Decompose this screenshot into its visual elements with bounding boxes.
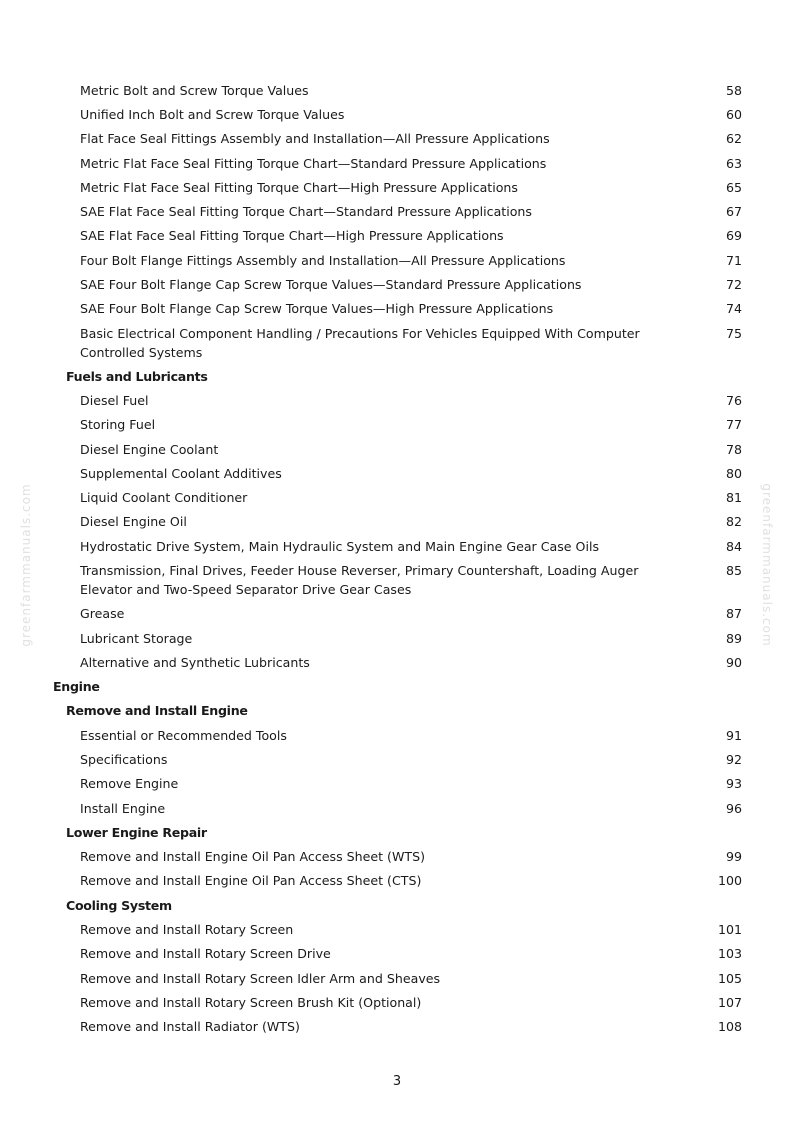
toc-entry[interactable] xyxy=(0,1014,794,1038)
toc-entry-page: 60 xyxy=(725,106,742,122)
toc-entry-title: Diesel Engine Coolant xyxy=(80,441,219,457)
toc-entry-page: 81 xyxy=(725,490,742,506)
toc-entry-title: Diesel Engine Oil xyxy=(80,514,187,530)
toc-entry-title: Metric Flat Face Seal Fitting Torque Chart—Standard Pressure Applications xyxy=(80,155,547,171)
toc-entry[interactable] xyxy=(0,437,794,461)
toc-entry[interactable] xyxy=(0,151,794,175)
toc-entry[interactable] xyxy=(0,321,794,364)
toc-entry-title: Supplemental Coolant Additives xyxy=(80,465,282,481)
toc-entry-page: 96 xyxy=(725,800,742,816)
toc-entry-title: Lower Engine Repair xyxy=(66,824,207,840)
toc-entry[interactable] xyxy=(0,224,794,248)
toc-entry-title: Install Engine xyxy=(80,800,166,816)
toc-entry-page: 77 xyxy=(725,417,742,433)
toc-entry-page: 58 xyxy=(725,82,742,98)
toc-entry-title: Engine xyxy=(53,679,100,695)
toc-entry-title: Remove and Install Rotary Screen xyxy=(80,921,294,937)
toc-entry[interactable] xyxy=(0,127,794,151)
toc-entry[interactable] xyxy=(0,602,794,626)
toc-entry[interactable] xyxy=(0,650,794,674)
toc-entry[interactable] xyxy=(0,869,794,893)
toc-entry-title: Cooling System xyxy=(66,897,172,913)
toc-entry[interactable] xyxy=(0,772,794,796)
toc-entry-title: SAE Flat Face Seal Fitting Torque Chart—High Pressure Applications xyxy=(80,228,504,244)
toc-entry-title: Flat Face Seal Fittings Assembly and Installation—All Pressure Applications xyxy=(80,131,550,147)
toc-entry-title: Essential or Recommended Tools xyxy=(80,727,287,743)
toc-entry-title: Basic Electrical Component Handling / Precautions For Vehicles Equipped With Computer Controlled Systems xyxy=(80,325,640,360)
toc-entry-title: Remove and Install Engine Oil Pan Access Sheet (WTS) xyxy=(80,849,426,865)
toc-entry-title: Metric Bolt and Screw Torque Values xyxy=(80,82,309,98)
toc-entry-title: Four Bolt Flange Fittings Assembly and Installation—All Pressure Applications xyxy=(80,252,566,268)
toc-entry-title: Specifications xyxy=(80,752,168,767)
toc-section-heading xyxy=(0,893,794,917)
toc-entry-page: 67 xyxy=(725,204,742,220)
watermark-right: greenfarmmanuals.com xyxy=(760,483,774,647)
toc-entry[interactable] xyxy=(0,461,794,485)
toc-entry-page: 87 xyxy=(725,606,742,622)
toc-entry-page: 90 xyxy=(725,654,742,670)
toc-entry-page: 89 xyxy=(725,630,742,646)
toc-entry-title: Diesel Fuel xyxy=(80,393,149,409)
toc-entry-page: 107 xyxy=(717,994,742,1010)
toc-entry-page: 93 xyxy=(725,776,742,792)
toc-entry-page: 72 xyxy=(725,276,742,292)
toc-section-heading xyxy=(0,699,794,723)
toc-entry-title: Liquid Coolant Conditioner xyxy=(80,490,248,506)
toc-section-heading xyxy=(0,364,794,388)
toc-entry-page: 71 xyxy=(725,252,742,268)
toc-entry-page: 62 xyxy=(725,131,742,147)
toc-entry-title: Storing Fuel xyxy=(80,417,156,433)
toc-entry-title: Remove and Install Rotary Screen Idler Arm and Sheaves xyxy=(80,970,441,986)
toc-entry[interactable] xyxy=(0,966,794,990)
toc-entry-page: 82 xyxy=(725,514,742,530)
toc-entry-page: 75 xyxy=(725,325,742,341)
toc-entry-page: 84 xyxy=(725,538,742,554)
toc-entry[interactable] xyxy=(0,102,794,126)
toc-entry[interactable] xyxy=(0,297,794,321)
toc-section-heading xyxy=(0,674,794,698)
toc-entry-page: 74 xyxy=(725,301,742,317)
toc-entry-page: 78 xyxy=(725,441,742,457)
toc-entry-title: Hydrostatic Drive System, Main Hydraulic System and Main Engine Gear Case Oils xyxy=(80,538,600,554)
toc-entry-title: SAE Flat Face Seal Fitting Torque Chart—Standard Pressure Applications xyxy=(80,204,532,220)
toc-entry[interactable] xyxy=(0,248,794,272)
toc-entry[interactable] xyxy=(0,796,794,820)
toc-entry[interactable] xyxy=(0,199,794,223)
toc-entry-page: 101 xyxy=(717,921,742,937)
toc-entry-title: Unified Inch Bolt and Screw Torque Values xyxy=(80,106,345,122)
toc-entry-page: 103 xyxy=(717,946,742,962)
toc-entry-title: Remove and Install Rotary Screen Brush Kit (Optional) xyxy=(80,994,422,1010)
toc-entry-title: SAE Four Bolt Flange Cap Screw Torque Values—Standard Pressure Applications xyxy=(80,276,582,292)
toc-entry[interactable] xyxy=(0,723,794,747)
toc-entry-page: 92 xyxy=(725,752,742,767)
toc-entry[interactable] xyxy=(0,534,794,558)
toc-entry[interactable] xyxy=(0,558,794,601)
toc-entry-page: 63 xyxy=(725,155,742,171)
toc-entry-title: Alternative and Synthetic Lubricants xyxy=(80,654,310,670)
toc-entry[interactable] xyxy=(0,626,794,650)
toc-entry-title: Remove and Install Engine xyxy=(66,703,248,719)
toc-entry[interactable] xyxy=(0,486,794,510)
toc-entry[interactable] xyxy=(0,917,794,941)
toc-entry-title: Fuels and Lubricants xyxy=(66,368,208,384)
toc-entry-title: Remove and Install Radiator (WTS) xyxy=(80,1019,300,1035)
toc-entry-title: Remove Engine xyxy=(80,776,179,792)
toc-entry[interactable] xyxy=(0,990,794,1014)
toc-entry-page: 105 xyxy=(717,970,742,986)
toc-entry-title: Remove and Install Rotary Screen Drive xyxy=(80,946,331,962)
toc-entry[interactable] xyxy=(0,175,794,199)
toc-entry[interactable] xyxy=(0,388,794,412)
toc-entry-page: 80 xyxy=(725,465,742,481)
watermark-left: greenfarmmanuals.com xyxy=(19,483,33,647)
toc-entry-title: Metric Flat Face Seal Fitting Torque Chart—High Pressure Applications xyxy=(80,179,518,195)
toc-entry-title: Remove and Install Engine Oil Pan Access Sheet (CTS) xyxy=(80,873,422,889)
toc-entry-page: 65 xyxy=(725,179,742,195)
toc-entry[interactable] xyxy=(0,413,794,437)
table-of-contents xyxy=(0,78,794,1039)
toc-entry[interactable] xyxy=(0,272,794,296)
toc-entry-page: 100 xyxy=(717,873,742,889)
toc-entry[interactable] xyxy=(0,78,794,102)
toc-section-heading xyxy=(0,820,794,844)
toc-entry-page: 69 xyxy=(725,228,742,244)
toc-entry[interactable] xyxy=(0,510,794,534)
toc-entry-page: 91 xyxy=(725,727,742,743)
toc-entry[interactable] xyxy=(0,942,794,966)
toc-entry-title: Lubricant Storage xyxy=(80,630,193,646)
toc-entry-title: Grease xyxy=(80,606,125,622)
toc-entry-page: 99 xyxy=(725,849,742,865)
toc-entry-page: 108 xyxy=(717,1019,742,1035)
toc-entry[interactable] xyxy=(0,844,794,868)
toc-entry[interactable] xyxy=(0,747,794,771)
toc-entry-page: 85 xyxy=(725,563,742,579)
toc-entry-page: 76 xyxy=(725,393,742,409)
page-number: 3 xyxy=(392,1074,402,1089)
toc-entry-title: SAE Four Bolt Flange Cap Screw Torque Values—High Pressure Applications xyxy=(80,301,554,317)
toc-entry-title: Transmission, Final Drives, Feeder House Reverser, Primary Countershaft, Loading Auger Elevator and Two-Speed Separator Drive Gear Cases xyxy=(80,563,639,598)
